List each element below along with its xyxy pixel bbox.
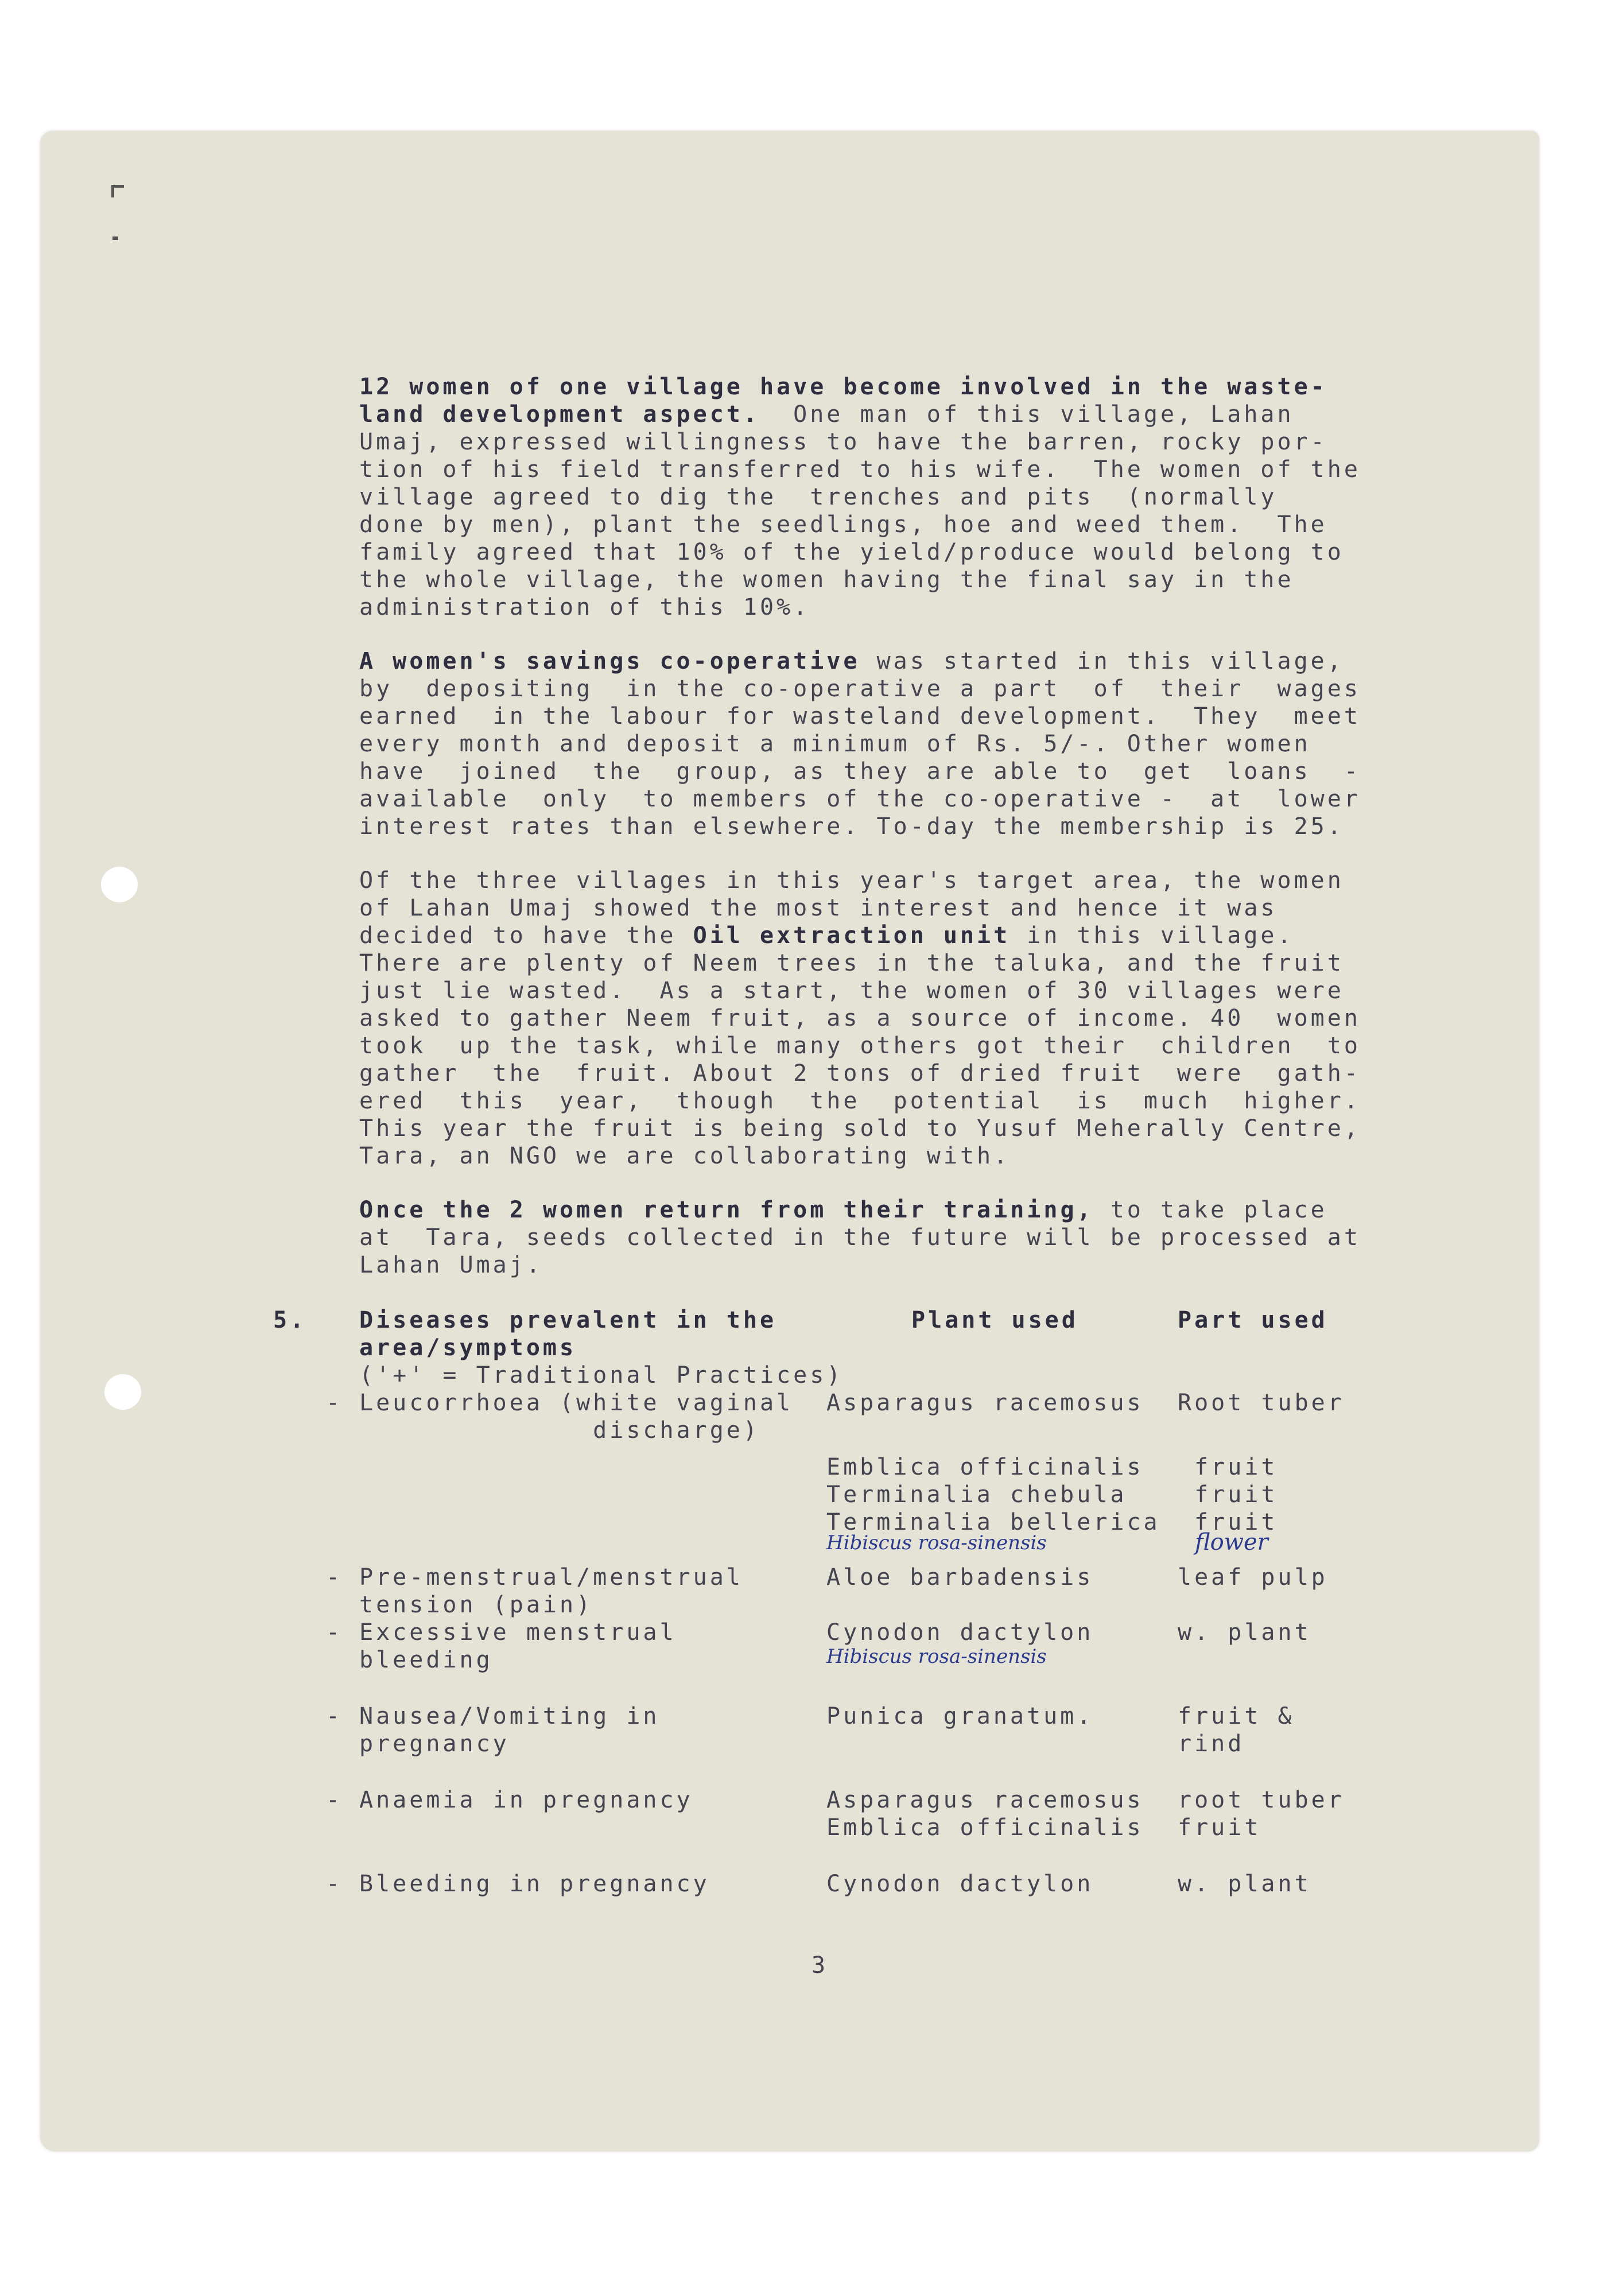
text-line (359, 949, 1358, 977)
text-line (359, 867, 1358, 894)
section-heading-cont: area/symptoms (359, 1335, 577, 1361)
text-segment: to take place (1093, 1197, 1327, 1223)
text-line (359, 1224, 1361, 1251)
text-line (359, 647, 1358, 675)
bold-phrase: land development aspect. (359, 401, 760, 428)
part: root tuber (1178, 1787, 1345, 1813)
plant: Terminalia bellerica (826, 1509, 1160, 1535)
handwritten-plant: Hibiscus rosa-sinensis (826, 1531, 1047, 1554)
text-segment: ered this year, though the potential is much higher. (359, 1088, 1361, 1114)
text-line (359, 977, 1358, 1004)
text-segment: tion of his field transferred to his wife. The women of the (359, 456, 1361, 483)
text-segment: by depositing in the co-operative a part of their wages (359, 676, 1361, 702)
text-segment: just lie wasted. As a start, the women of 30 villages were (359, 978, 1344, 1004)
ink-dot (112, 236, 118, 240)
symptom: discharge) (359, 1417, 760, 1444)
paragraph-savings-cooperative (359, 647, 1361, 840)
text-segment: of Lahan Umaj showed the most interest and hence it was (359, 895, 1278, 921)
text-segment: done by men), plant the seedlings, hoe and weed them. The (359, 511, 1327, 538)
page-number: 3 (812, 1952, 829, 1979)
section-heading: Diseases prevalent in the (359, 1307, 777, 1333)
column-header-plant: Plant used (911, 1307, 1078, 1333)
column-header-part: Part used (1178, 1307, 1328, 1333)
text-segment: asked to gather Neem fruit, as a source of income. 40 women (359, 1005, 1361, 1031)
row-dash: - (326, 1564, 343, 1591)
text-line (359, 1032, 1361, 1060)
text-segment: Umaj, expressed willingness to have the barren, rocky por- (359, 429, 1327, 455)
handwritten-plant: Hibiscus rosa-sinensis (826, 1645, 1047, 1668)
text-line (359, 566, 1358, 594)
text-segment: This year the fruit is being sold to Yusuf Meherally Centre, (359, 1115, 1361, 1142)
text-line (359, 675, 1361, 703)
row-dash: - (326, 1703, 343, 1729)
text-line (359, 1060, 1361, 1087)
punch-hole-bottom (104, 1374, 141, 1410)
text-line (359, 428, 1358, 456)
text-line (359, 511, 1358, 538)
text-segment: Lahan Umaj. (359, 1252, 543, 1278)
row-dash: - (326, 1787, 343, 1813)
text-segment: have joined the group, as they are able to get loans - (359, 758, 1361, 785)
handwritten-part: flower (1195, 1529, 1268, 1556)
text-line (359, 758, 1361, 785)
text-line (359, 1087, 1361, 1115)
text-line (359, 1251, 1358, 1279)
text-segment: administration of this 10%. (359, 594, 810, 620)
plant: Asparagus racemosus (826, 1390, 1144, 1416)
row-dash: - (326, 1619, 343, 1646)
staple-mark (111, 185, 114, 197)
section-number: 5. (273, 1307, 307, 1333)
part: leaf pulp (1178, 1564, 1328, 1591)
text-segment: Tara, an NGO we are collaborating with. (359, 1143, 1011, 1169)
plant: Asparagus racemosus (826, 1787, 1144, 1813)
row-dash: - (326, 1871, 343, 1897)
plant: Cynodon dactylon (826, 1871, 1094, 1897)
text-segment: took up the task, while many others got their children to (359, 1033, 1361, 1059)
text-line (359, 1004, 1361, 1032)
text-line (359, 401, 1358, 428)
symptom: Pre-menstrual/menstrual (359, 1564, 743, 1591)
text-line (359, 1142, 1358, 1170)
plant: Aloe barbadensis (826, 1564, 1094, 1591)
part: rind (1178, 1731, 1245, 1757)
plant: Cynodon dactylon (826, 1619, 1094, 1646)
text-segment: family agreed that 10% of the yield/produce would belong to (359, 539, 1344, 565)
text-line (359, 813, 1358, 840)
part: w. plant (1178, 1619, 1311, 1646)
text-segment: every month and deposit a minimum of Rs. 5/-. Other women (359, 731, 1311, 757)
part: fruit & (1178, 1703, 1295, 1729)
part: fruit (1178, 1509, 1278, 1535)
plant: Emblica officinalis (826, 1454, 1144, 1480)
row-dash: - (326, 1390, 343, 1416)
part: Root tuber (1178, 1390, 1345, 1416)
text-line (359, 730, 1358, 758)
bold-phrase: A women's savings co-operative (359, 648, 860, 674)
text-segment: interest rates than elsewhere. To-day the membership is 25. (359, 813, 1344, 840)
legend-note: ('+' = Traditional Practices) (359, 1362, 844, 1389)
text-segment: was started in this village, (860, 648, 1344, 674)
text-segment: decided to have the (359, 922, 693, 949)
text-line (359, 373, 1358, 401)
text-line (359, 1196, 1358, 1224)
text-segment: Of the three villages in this year's target area, the women (359, 867, 1344, 894)
symptom: pregnancy (359, 1731, 510, 1757)
paragraph-wasteland (359, 373, 1361, 621)
symptom: Leucorrhoea (white vaginal (359, 1390, 794, 1416)
text-segment: the whole village, the women having the final say in the (359, 567, 1294, 593)
text-segment: in this village. (1010, 922, 1294, 949)
text-line (359, 894, 1358, 922)
text-segment: gather the fruit. About 2 tons of dried fruit were gath- (359, 1060, 1361, 1087)
text-segment: earned in the labour for wasteland development. They meet (359, 703, 1361, 730)
text-segment: available only to members of the co-operative - at lower (359, 786, 1361, 812)
part: fruit (1178, 1814, 1261, 1841)
symptom: Nausea/Vomiting in (359, 1703, 660, 1729)
punch-hole-top (101, 867, 138, 902)
symptom: Anaemia in pregnancy (359, 1787, 693, 1813)
part: w. plant (1178, 1871, 1311, 1897)
paragraph-training (359, 1196, 1361, 1279)
text-line (359, 483, 1358, 511)
text-line (359, 703, 1361, 730)
bold-phrase: 12 women of one village have become involved in the waste- (359, 374, 1327, 400)
plant: Terminalia chebula (826, 1481, 1127, 1508)
text-segment: There are plenty of Neem trees in the taluka, and the fruit (359, 950, 1344, 976)
text-line (359, 456, 1361, 483)
symptom: Excessive menstrual (359, 1619, 677, 1646)
text-segment: village agreed to dig the trenches and pits (normally (359, 484, 1278, 510)
symptom: tension (pain) (359, 1592, 593, 1618)
plant: Punica granatum. (826, 1703, 1094, 1729)
paragraph-oil-extraction (359, 867, 1361, 1170)
part: fruit (1178, 1481, 1278, 1508)
bold-phrase: Oil extraction unit (693, 922, 1011, 949)
symptom: Bleeding in pregnancy (359, 1871, 710, 1897)
plant: Emblica officinalis (826, 1814, 1144, 1841)
text-line (359, 594, 1358, 621)
text-line (359, 1115, 1361, 1142)
symptom: bleeding (359, 1647, 493, 1673)
text-segment: at Tara, seeds collected in the future will be processed at (359, 1224, 1361, 1251)
text-line (359, 785, 1361, 813)
part: fruit (1178, 1454, 1278, 1480)
text-segment: One man of this village, Lahan (759, 401, 1294, 428)
text-line (359, 538, 1358, 566)
text-line (359, 922, 1358, 949)
bold-phrase: Once the 2 women return from their training, (359, 1197, 1094, 1223)
